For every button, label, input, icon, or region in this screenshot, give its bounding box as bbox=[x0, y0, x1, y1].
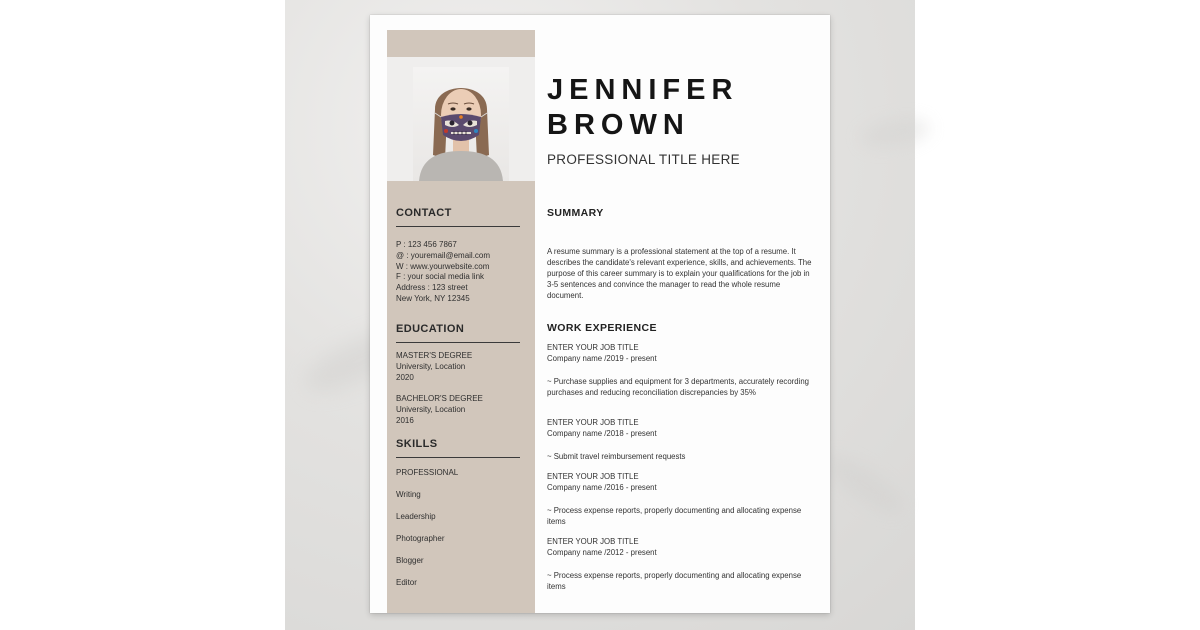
candidate-name bbox=[547, 73, 738, 143]
contact-details bbox=[396, 240, 490, 305]
contact-social: F : your social media link bbox=[396, 272, 485, 282]
job-company: Company name /2019 - present bbox=[547, 354, 657, 363]
photo-frame bbox=[387, 57, 535, 181]
job-description: ~ Submit travel reimbursement requests bbox=[547, 452, 686, 461]
contact-phone: P : 123 456 7867 bbox=[396, 240, 457, 249]
job-title: ENTER YOUR JOB TITLE bbox=[547, 537, 639, 546]
sidebar bbox=[387, 181, 535, 613]
skill-item: Writing bbox=[396, 490, 421, 499]
education-year: 2020 bbox=[396, 372, 414, 382]
job-company: Company name /2016 - present bbox=[547, 483, 657, 492]
resume-paper bbox=[370, 15, 830, 613]
education-item bbox=[396, 394, 483, 426]
skill-item: PROFESSIONAL bbox=[396, 468, 459, 477]
job-description: ~ Purchase supplies and equipment for 3 departments, accurately recording purchases and reducing reconciliation discrepancies by 35% bbox=[547, 377, 809, 397]
job-entry bbox=[547, 417, 817, 462]
job-title: ENTER YOUR JOB TITLE bbox=[547, 343, 639, 352]
job-entry bbox=[547, 536, 817, 592]
education-year: 2016 bbox=[396, 415, 414, 425]
profile-photo bbox=[413, 67, 509, 181]
name-first: JENNIFER bbox=[547, 74, 739, 106]
professional-title: PROFESSIONAL TITLE HERE bbox=[547, 152, 740, 167]
education-degree: BACHELOR'S DEGREE bbox=[396, 394, 483, 403]
skill-item: Editor bbox=[396, 578, 417, 587]
contact-website: W : www.yourwebsite.com bbox=[396, 261, 490, 271]
skill-item: Blogger bbox=[396, 556, 424, 565]
summary-heading: SUMMARY bbox=[547, 207, 604, 219]
contact-city: New York, NY 12345 bbox=[396, 293, 470, 303]
job-description: ~ Process expense reports, properly documenting and allocating expense items bbox=[547, 506, 802, 526]
education-school: University, Location bbox=[396, 361, 466, 371]
job-entry bbox=[547, 471, 817, 527]
skills-heading: SKILLS bbox=[396, 438, 438, 450]
contact-email: @ : youremail@email.com bbox=[396, 250, 491, 260]
job-company: Company name /2012 - present bbox=[547, 548, 657, 557]
education-degree: MASTER'S DEGREE bbox=[396, 351, 473, 360]
education-item bbox=[396, 351, 472, 383]
sidebar-top-band bbox=[387, 30, 535, 57]
job-entry bbox=[547, 342, 817, 398]
work-experience-heading: WORK EXPERIENCE bbox=[547, 322, 657, 334]
contact-address: Address : 123 street bbox=[396, 283, 468, 293]
skills-divider bbox=[396, 457, 520, 458]
contact-divider bbox=[396, 226, 520, 227]
education-heading: EDUCATION bbox=[396, 323, 465, 335]
job-company: Company name /2018 - present bbox=[547, 429, 657, 438]
skill-item: Leadership bbox=[396, 512, 436, 521]
job-title: ENTER YOUR JOB TITLE bbox=[547, 418, 639, 427]
contact-heading: CONTACT bbox=[396, 207, 452, 219]
education-school: University, Location bbox=[396, 404, 466, 414]
person-with-mask-illustration bbox=[413, 67, 509, 181]
education-divider bbox=[396, 342, 520, 343]
summary-text: A resume summary is a professional statement at the top of a resume. It describes the candidate's relevant experience, skills, and achievements. The purpose of this career summary is to explain your qualifications for the job in 3-5 sentences and convince the manager to read the whole resume document. bbox=[547, 247, 812, 300]
skill-item: Photographer bbox=[396, 534, 445, 543]
job-title: ENTER YOUR JOB TITLE bbox=[547, 472, 639, 481]
job-description: ~ Process expense reports, properly documenting and allocating expense items bbox=[547, 571, 802, 591]
name-last: BROWN bbox=[547, 109, 690, 141]
